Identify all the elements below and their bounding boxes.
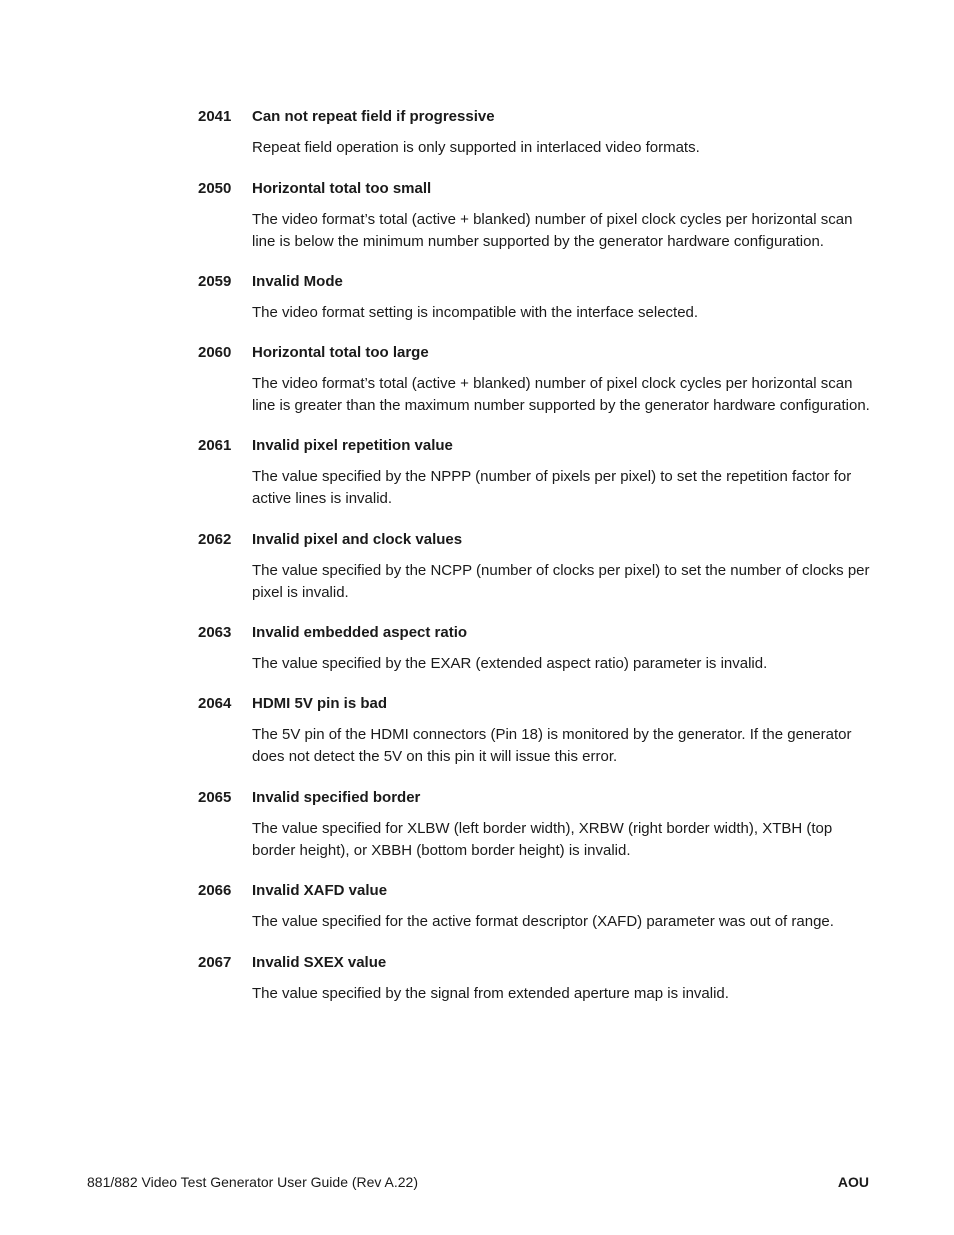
error-description: The 5V pin of the HDMI connectors (Pin 18) is monitored by the generator. If the generator does not detect the 5V on this pin it will issue this error.: [252, 726, 852, 765]
error-description: The video format’s total (active + blanked) number of pixel clock cycles per horizontal scan line is below the minimum number supported by the generator hardware configuration.: [252, 211, 853, 250]
error-description: The value specified for XLBW (left border width), XRBW (right border width), XTBH (top border height), or XBBH (bottom border height) is invalid.: [252, 820, 833, 859]
error-description: The video format’s total (active + blanked) number of pixel clock cycles per horizontal scan line is greater than the maximum number supported by the generator hardware configuration.: [252, 375, 870, 414]
error-title: Invalid embedded aspect ratio: [252, 624, 468, 641]
entry-heading: [198, 271, 870, 292]
error-description: The value specified for the active format descriptor (XAFD) parameter was out of range.: [252, 913, 834, 930]
entry-heading: [198, 178, 870, 199]
error-title: Invalid SXEX value: [252, 954, 387, 971]
error-title: Can not repeat field if progressive: [252, 108, 495, 125]
page-footer: [87, 1172, 869, 1192]
error-title: Horizontal total too large: [252, 344, 429, 361]
error-code: 2061: [198, 437, 232, 454]
error-code: 2066: [198, 882, 232, 899]
error-entry-2066: [198, 880, 870, 933]
entry-heading: [198, 435, 870, 456]
entry-heading: [198, 342, 870, 363]
entry-heading: [198, 952, 870, 973]
error-entry-2067: [198, 952, 870, 1005]
error-code: 2065: [198, 789, 232, 806]
error-title: HDMI 5V pin is bad: [252, 695, 388, 712]
error-title: Invalid pixel and clock values: [252, 531, 463, 548]
error-code-list: [198, 106, 870, 1005]
footer-document-title: 881/882 Video Test Generator User Guide (Rev A.22): [87, 1174, 419, 1190]
entry-heading: [198, 529, 870, 550]
error-entry-2059: [198, 271, 870, 324]
error-title: Invalid pixel repetition value: [252, 437, 453, 454]
error-code: 2063: [198, 624, 232, 641]
error-code: 2050: [198, 180, 232, 197]
error-description: Repeat field operation is only supported in interlaced video formats.: [252, 139, 700, 156]
error-entry-2050: [198, 178, 870, 253]
error-description: The value specified by the EXAR (extended aspect ratio) parameter is invalid.: [252, 655, 768, 672]
error-title: Invalid Mode: [252, 273, 343, 290]
entry-heading: [198, 622, 870, 643]
error-title: Invalid specified border: [252, 789, 421, 806]
error-entry-2064: [198, 693, 870, 768]
error-code: 2059: [198, 273, 232, 290]
error-entry-2061: [198, 435, 870, 510]
error-description: The video format setting is incompatible with the interface selected.: [252, 304, 699, 321]
error-code: 2064: [198, 695, 232, 712]
footer-brand: AOU: [837, 1174, 869, 1190]
error-entry-2041: [198, 106, 870, 159]
error-description: The value specified by the NCPP (number of clocks per pixel) to set the number of clocks per pixel is invalid.: [252, 562, 870, 601]
error-description: The value specified by the NPPP (number of pixels per pixel) to set the repetition factor for active lines is invalid.: [252, 468, 852, 507]
error-code: 2041: [198, 108, 232, 125]
entry-heading: [198, 787, 870, 808]
error-entry-2060: [198, 342, 870, 417]
error-description: The value specified by the signal from extended aperture map is invalid.: [252, 985, 729, 1002]
error-code: 2060: [198, 344, 232, 361]
error-entry-2062: [198, 529, 870, 604]
error-entry-2063: [198, 622, 870, 675]
entry-heading: [198, 880, 870, 901]
entry-heading: [198, 693, 870, 714]
error-code: 2067: [198, 954, 232, 971]
error-title: Invalid XAFD value: [252, 882, 388, 899]
error-title: Horizontal total too small: [252, 180, 432, 197]
entry-heading: [198, 106, 870, 127]
error-code: 2062: [198, 531, 232, 548]
error-entry-2065: [198, 787, 870, 862]
